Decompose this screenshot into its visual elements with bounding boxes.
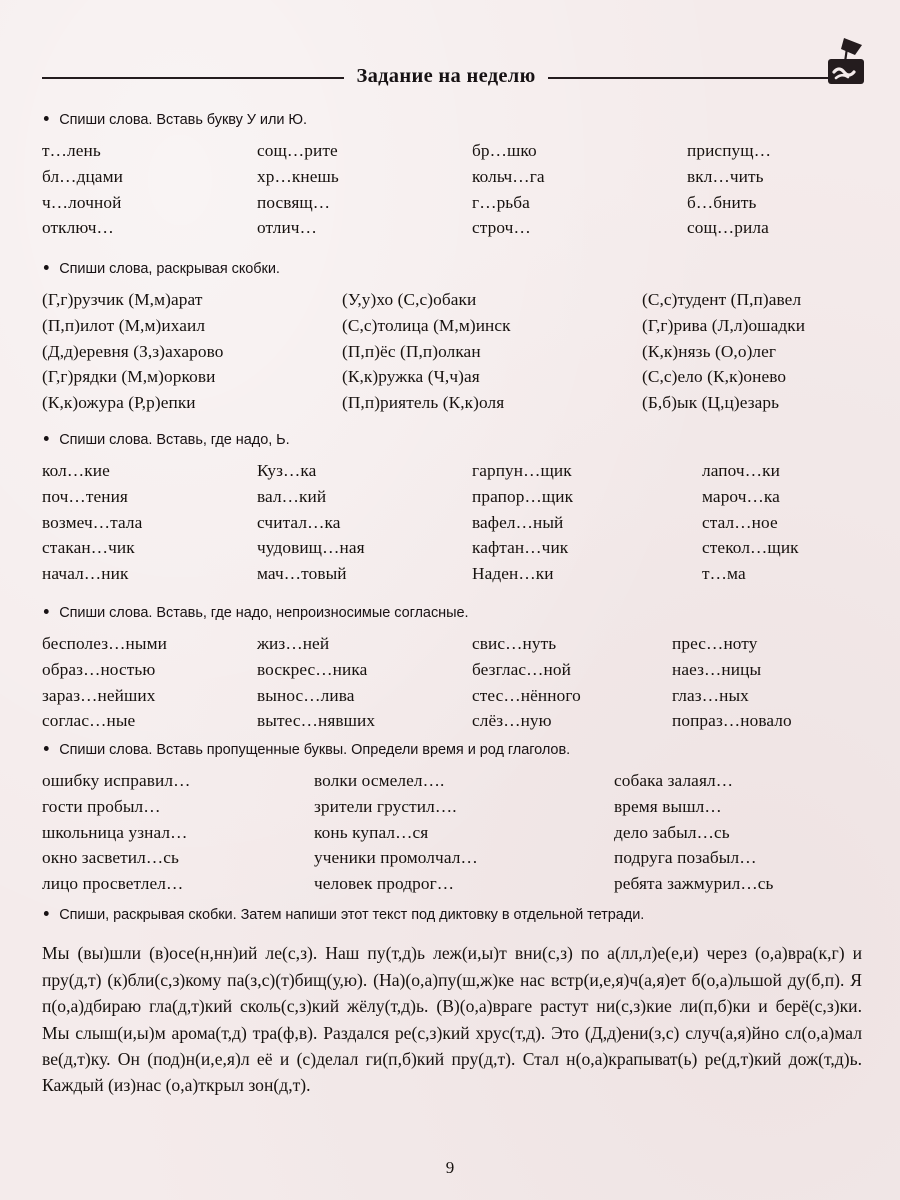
bullet-icon (44, 911, 49, 916)
word-cell: кафтан…чик (472, 538, 569, 558)
word-cell: вкл…чить (687, 167, 764, 187)
bullet-icon (44, 116, 49, 121)
exercise-block-1 (42, 110, 862, 241)
word-cell: (Д,д)еревня (З,з)ахарово (42, 341, 224, 361)
word-cell: время вышл… (614, 797, 722, 817)
word-cell: образ…ностью (42, 660, 156, 680)
word-cell: чудовищ…ная (257, 538, 365, 558)
word-cell: (У,у)хо (С,с)обаки (342, 290, 477, 310)
exercise-block-3 (42, 430, 862, 586)
word-cell: лицо просветлел… (42, 873, 184, 893)
word-cell: (Г,г)рива (Л,л)ошадки (642, 316, 806, 336)
exercise-block-4 (42, 603, 862, 734)
header-rule-right (548, 77, 850, 79)
bullet-icon (44, 609, 49, 614)
word-cell: жиз…ней (257, 634, 330, 654)
word-cell: г…рьба (472, 192, 530, 212)
exercise-prompt-1: Спиши слова. Вставь букву У или Ю. (42, 110, 825, 129)
word-cell: т…лень (42, 141, 101, 161)
word-cell: ученики промолчал… (314, 848, 478, 868)
word-cell: кол…кие (42, 461, 110, 481)
word-cell: стал…ное (702, 512, 778, 532)
word-cell: окно засветил…сь (42, 848, 179, 868)
word-cell: бл…дцами (42, 167, 123, 187)
word-cell: (К,к)ожура (Р,р)епки (42, 392, 196, 412)
word-cell: (С,с)ело (К,к)онево (642, 367, 787, 387)
word-cell: вынос…лива (257, 685, 355, 705)
word-cell: (П,п)риятель (К,к)оля (342, 392, 505, 412)
dictation-prompt: Спиши, раскрывая скобки. Затем напиши этот текст под диктовку в отдельной тетради. (42, 905, 825, 924)
word-cell: зрители грустил…. (314, 797, 457, 817)
dictation-block (42, 905, 862, 1099)
word-cell: стекол…щик (702, 538, 799, 558)
word-cell: (Г,г)рядки (М,м)оркови (42, 367, 216, 387)
word-cell: отключ… (42, 218, 114, 238)
word-cell: конь купал…ся (314, 822, 429, 842)
word-cell: стес…нённого (472, 685, 581, 705)
exercise-prompt-4: Спиши слова. Вставь, где надо, непроизносимые согласные. (42, 603, 825, 622)
bullet-icon (44, 746, 49, 751)
bullet-icon (44, 265, 49, 270)
word-cell: (К,к)нязь (О,о)лег (642, 341, 777, 361)
word-cell: вафел…ный (472, 512, 564, 532)
word-cell: ребята зажмурил…сь (614, 873, 774, 893)
exercise-block-2 (42, 259, 862, 415)
word-cell: поч…тения (42, 487, 128, 507)
page-number: 9 (445, 1158, 455, 1177)
word-cell: приспущ… (687, 141, 772, 161)
word-cell: сощ…рила (687, 218, 769, 238)
page-title: Задание на неделю (356, 64, 536, 87)
word-cell: гости пробыл… (42, 797, 161, 817)
exercise-prompt-2: Спиши слова, раскрывая скобки. (42, 259, 825, 278)
word-cell: отлич… (257, 218, 317, 238)
word-cell: Наден…ки (472, 563, 554, 583)
word-cell: собака залаял… (614, 771, 734, 791)
word-cell: считал…ка (257, 512, 341, 532)
word-cell: стакан…чик (42, 538, 135, 558)
word-cell: глаз…ных (672, 685, 749, 705)
word-cell: прес…ноту (672, 634, 758, 654)
word-cell: посвящ… (257, 192, 331, 212)
word-cell: начал…ник (42, 563, 129, 583)
word-grid-2 (42, 287, 862, 415)
word-cell: сощ…рите (257, 141, 338, 161)
word-cell: наез…ницы (672, 660, 762, 680)
word-cell: (П,п)илот (М,м)ихаил (42, 316, 206, 336)
exercise-block-5 (42, 740, 862, 896)
word-cell: б…бнить (687, 192, 757, 212)
word-cell: лапоч…ки (702, 461, 780, 481)
inkwell-quill-icon (814, 32, 876, 94)
word-cell: зараз…нейших (42, 685, 156, 705)
exercise-prompt-5: Спиши слова. Вставь пропущенные буквы. Определи время и род глаголов. (42, 740, 825, 759)
word-cell: вал…кий (257, 487, 327, 507)
word-cell: свис…нуть (472, 634, 557, 654)
word-cell: (П,п)ёс (П,п)олкан (342, 341, 481, 361)
word-cell: дело забыл…сь (614, 822, 730, 842)
word-cell: попраз…новало (672, 711, 792, 731)
word-cell: ошибку исправил… (42, 771, 191, 791)
header-rule-left (42, 77, 344, 79)
word-cell: (Б,б)ык (Ц,ц)езарь (642, 392, 780, 412)
word-cell: (С,с)толица (М,м)инск (342, 316, 511, 336)
word-cell: волки осмелел…. (314, 771, 445, 791)
word-cell: Куз…ка (257, 461, 317, 481)
exercise-prompt-3: Спиши слова. Вставь, где надо, Ь. (42, 430, 825, 449)
word-cell: бр…шко (472, 141, 537, 161)
word-cell: кольч…га (472, 167, 545, 187)
word-cell: ч…лочной (42, 192, 122, 212)
word-cell: строч… (472, 218, 531, 238)
word-cell: слёз…ную (472, 711, 552, 731)
word-cell: т…ма (702, 563, 746, 583)
word-grid-3 (42, 458, 862, 586)
word-cell: хр…кнешь (257, 167, 339, 187)
bullet-icon (44, 436, 49, 441)
word-cell: бесполез…ными (42, 634, 167, 654)
word-cell: человек продрог… (314, 873, 455, 893)
word-cell: (К,к)ружка (Ч,ч)ая (342, 367, 480, 387)
word-cell: мач…товый (257, 563, 347, 583)
word-cell: (С,с)тудент (П,п)авел (642, 290, 802, 310)
word-grid-5 (42, 768, 862, 896)
word-cell: воскрес…ника (257, 660, 368, 680)
word-cell: мароч…ка (702, 487, 780, 507)
word-cell: вытес…нявших (257, 711, 376, 731)
word-cell: (Г,г)рузчик (М,м)арат (42, 290, 203, 310)
word-grid-4 (42, 631, 862, 733)
dictation-text: Мы (вы)шли (в)осе(н,нн)ий ле(с,з). Наш пу(т,д)ь леж(и,ы)т вни(с,з) по а(лл,л)е(е,и) через (о,а)вра(к,г) и пру(д,т) (к)бли(с,з)кому па(з,с)(т)бищ(у,ю). (На)(о,а)пу(ш,ж)ке нас встр(и,е,я)ч(а,я)ет б(о,а)льшой ду(б,п). Я п(о,а)дбираю гла(д,т)кий сколь(с,з)кий жёлу(т,д)ь. (В)(о,а)враге растут ни(с,з)кие ли(п,б)ки и берё(с,з)ки. Мы слыш(и,ы)м арома(т,д) тра(ф,в). Раздался ре(с,з)кий хрус(т,д). Это (Д,д)ени(з,с) случ(а,я)йно сл(о,а)мал ве(д,т)ку. Он (под)н(и,е,я)л её и (с)делал ги(п,б)кий пру(д,т). Стал н(о,а)крапыват(ь) ре(д,т)кий дож(т,д)ь. Каждый (из)нас (о,а)ткрыл зон(д,т). (42, 943, 862, 1096)
word-cell: подруга позабыл… (614, 848, 757, 868)
word-cell: прапор…щик (472, 487, 574, 507)
word-cell: возмеч…тала (42, 512, 143, 532)
word-cell: гарпун…щик (472, 461, 572, 481)
page-header (42, 56, 858, 96)
word-cell: школьница узнал… (42, 822, 188, 842)
word-grid-1 (42, 138, 862, 240)
word-cell: соглас…ные (42, 711, 136, 731)
word-cell: безглас…ной (472, 660, 571, 680)
